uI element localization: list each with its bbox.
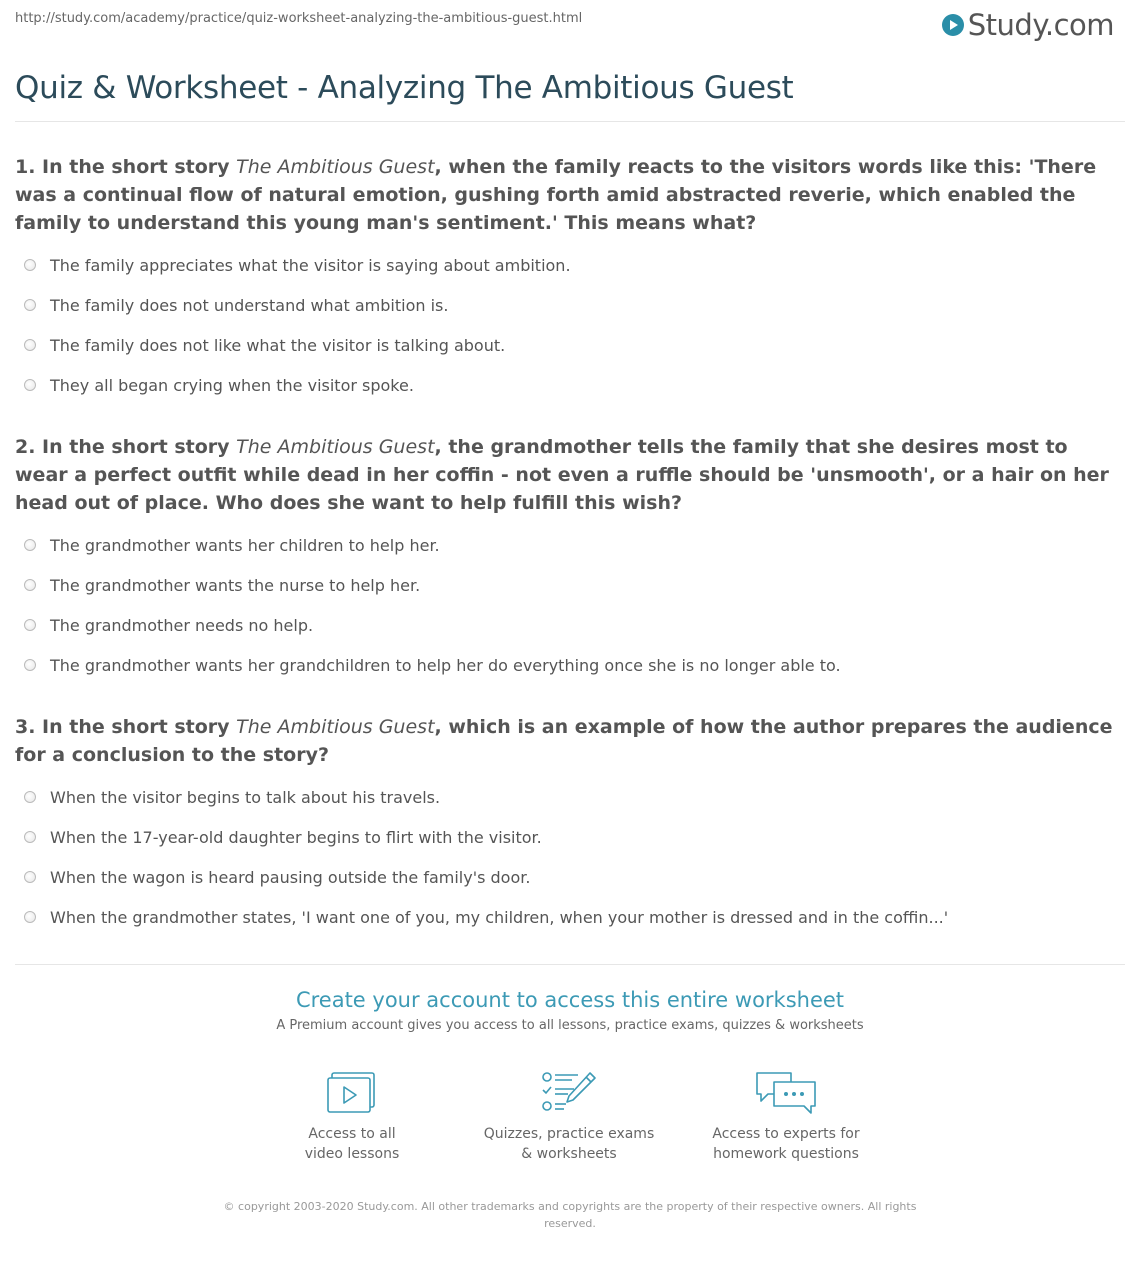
radio-icon[interactable] — [24, 911, 36, 923]
copyright-notice: © copyright 2003-2020 Study.com. All other trademarks and copyrights are the property of their respective owners. All rights reserved. — [223, 1200, 917, 1230]
feature-label: Access to all video lessons — [304, 1126, 400, 1162]
radio-icon[interactable] — [24, 791, 36, 803]
answer-option[interactable] — [15, 857, 1115, 897]
play-logo-icon — [942, 14, 964, 36]
radio-icon[interactable] — [24, 659, 36, 671]
feature-experts — [686, 1070, 886, 1164]
answer-text: When the wagon is heard pausing outside the family's door. — [50, 867, 531, 887]
answer-text: The grandmother wants the nurse to help her. — [50, 575, 421, 595]
question-text: , when the family reacts to the visitors words like this: 'There was a continual flow of natural emotion, gushing forth amid abstracted reverie, which enabled the family to understand this young man's sentiment.' This means what? — [15, 156, 1097, 234]
video-lesson-icon — [325, 1070, 379, 1116]
answer-option[interactable] — [15, 285, 1115, 325]
radio-icon[interactable] — [24, 579, 36, 591]
study-logo[interactable] — [942, 8, 1114, 42]
question-text: , the grandmother tells the family that she desires most to wear a perfect outfit while dead in her coffin - not even a ruffle should be 'unsmooth', or a hair on her head out of place. Who does she want to help fulfill this wish? — [15, 436, 1109, 514]
feature-label: Quizzes, practice exams & worksheets — [483, 1126, 655, 1162]
logo-text: Study.com — [967, 8, 1114, 42]
title-divider — [15, 121, 1125, 122]
page-title: Quiz & Worksheet - Analyzing The Ambitious Guest — [15, 70, 794, 106]
answer-text: When the visitor begins to talk about his travels. — [50, 787, 441, 807]
answer-text: The family does not like what the visitor is talking about. — [50, 335, 506, 355]
radio-icon[interactable] — [24, 299, 36, 311]
answer-list-3 — [15, 777, 1115, 937]
radio-icon[interactable] — [24, 339, 36, 351]
feature-video-lessons — [252, 1070, 452, 1164]
question-prefix: 1. In the short story — [15, 156, 237, 178]
question-1 — [15, 153, 1125, 237]
answer-option[interactable] — [15, 525, 1115, 565]
feature-quizzes — [469, 1070, 669, 1164]
chat-bubbles-icon — [754, 1070, 818, 1116]
radio-icon[interactable] — [24, 871, 36, 883]
answer-option[interactable] — [15, 245, 1115, 285]
answer-text: The grandmother needs no help. — [50, 615, 314, 635]
answer-option[interactable] — [15, 645, 1115, 685]
cta-divider — [15, 964, 1125, 965]
radio-icon[interactable] — [24, 831, 36, 843]
answer-text: When the 17-year-old daughter begins to flirt with the visitor. — [50, 827, 542, 847]
question-prefix: 2. In the short story — [15, 436, 237, 458]
answer-option[interactable] — [15, 325, 1115, 365]
premium-description: A Premium account gives you access to all lessons, practice exams, quizzes & worksheets — [276, 1018, 864, 1033]
story-title: The Ambitious Guest — [236, 436, 435, 458]
story-title: The Ambitious Guest — [236, 716, 435, 738]
answer-text: The family does not understand what ambition is. — [50, 295, 449, 315]
answer-text: The grandmother wants her grandchildren to help her do everything once she is no longer able to. — [50, 655, 841, 675]
answer-text: The family appreciates what the visitor is saying about ambition. — [50, 255, 571, 275]
create-account-link[interactable]: Create your account to access this entire worksheet — [295, 988, 845, 1012]
answer-option[interactable] — [15, 365, 1115, 405]
answer-option[interactable] — [15, 565, 1115, 605]
radio-icon[interactable] — [24, 619, 36, 631]
question-2 — [15, 433, 1125, 517]
feature-label: Access to experts for homework questions — [712, 1126, 860, 1162]
answer-option[interactable] — [15, 605, 1115, 645]
question-text: , which is an example of how the author prepares the audience for a conclusion to the story? — [15, 716, 1113, 766]
story-title: The Ambitious Guest — [236, 156, 435, 178]
answer-text: The grandmother wants her children to help her. — [50, 535, 440, 555]
answer-option[interactable] — [15, 777, 1115, 817]
radio-icon[interactable] — [24, 259, 36, 271]
answer-option[interactable] — [15, 817, 1115, 857]
radio-icon[interactable] — [24, 539, 36, 551]
answer-list-2 — [15, 525, 1115, 685]
answer-text: They all began crying when the visitor spoke. — [50, 375, 414, 395]
answer-text: When the grandmother states, 'I want one of you, my children, when your mother is dressed and in the coffin...' — [50, 907, 949, 927]
answer-option[interactable] — [15, 897, 1115, 937]
question-prefix: 3. In the short story — [15, 716, 237, 738]
question-3 — [15, 713, 1125, 769]
quiz-checklist-icon — [540, 1070, 598, 1116]
answer-list-1 — [15, 245, 1115, 405]
radio-icon[interactable] — [24, 379, 36, 391]
page-url: http://study.com/academy/practice/quiz-worksheet-analyzing-the-ambitious-guest.html — [15, 11, 583, 26]
